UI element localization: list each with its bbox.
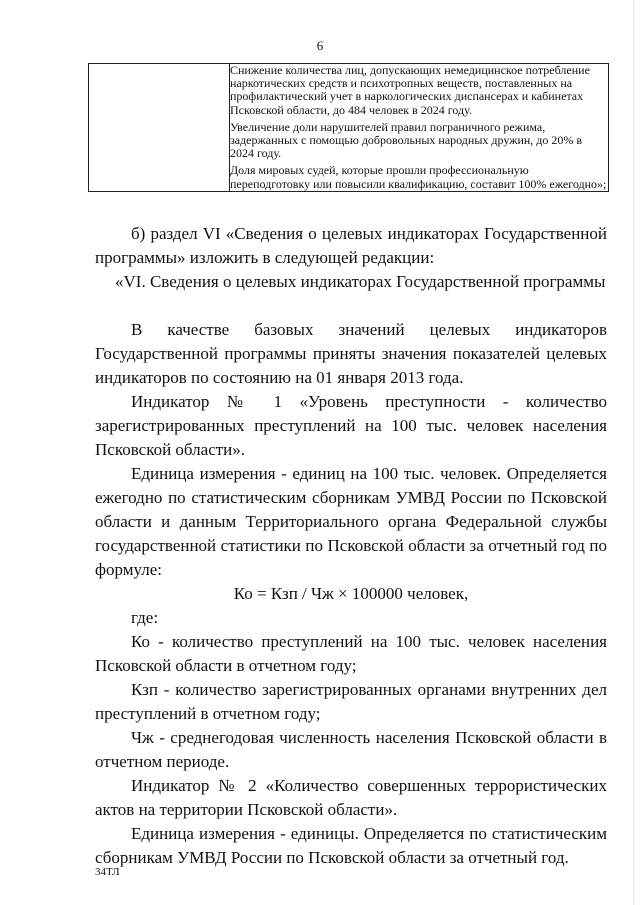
section-heading: «VI. Сведения о целевых индикаторах Государственной программы [115, 272, 606, 291]
table-empty-cell [89, 64, 230, 192]
table-text-cell [230, 64, 609, 192]
table-item-border: Увеличение доли нарушителей правил пограничного режима, задержанных с помощью добровольных народных дружин, до 20% в 2024 году. [230, 119, 583, 161]
table-item-judges: Доля мировых судей, которые прошли профессиональную переподготовку или повысили квалификацию, составит 100% ежегодно»; [230, 163, 607, 191]
paragraph-unit-2: Единица измерения - единицы. Определяется по статистическим сборникам УМВД России по Псковской области за отчетный год. [95, 824, 607, 867]
footer-code: 34ТЛ [95, 866, 120, 878]
definition-ko: Ко - количество преступлений на 100 тыс. человек населения Псковской области в отчетном году; [95, 632, 607, 675]
paragraph-indicator-2: Индикатор № 2 «Количество совершенных террористических актов на территории Псковской области». [95, 776, 607, 819]
table-item-drugs: Снижение количества лиц, допускающих немедицинское потребление наркотических средств и психотропных веществ, поставленных на профилактический учет в наркологических диспансерах и кабинетах Псковской области, до 484 человек в 2024 году. [230, 63, 590, 117]
page-number: 6 [316, 38, 324, 53]
paragraph-indicator-1: Индикатор № 1 «Уровень преступности - количество зарегистрированных преступлений на 100 тыс. человек населения Псковской области». [95, 392, 607, 459]
definition-kzp: Кзп - количество зарегистрированных органами внутренних дел преступлений в отчетном году; [95, 680, 607, 723]
table-row [89, 64, 609, 192]
definition-chzh: Чж - среднегодовая численность населения Псковской области в отчетном периоде. [95, 728, 607, 771]
paragraph-section-change: б) раздел VI «Сведения о целевых индикаторах Государственной программы» изложить в следующей редакции: [95, 224, 607, 267]
paragraph-unit-1: Единица измерения - единиц на 100 тыс. человек. Определяется ежегодно по статистическим сборникам УМВД России по Псковской области и данным Территориального органа Федеральной службы государственной статистики по Псковской области за отчетный год по формуле: [95, 464, 607, 579]
paragraph-base-values: В качестве базовых значений целевых индикаторов Государственной программы приняты значения показателей целевых индикаторов по состоянию на 01 января 2013 года. [95, 320, 607, 387]
document-body [95, 222, 607, 870]
indicators-table-fragment [88, 63, 609, 192]
scan-edge-line [633, 0, 634, 905]
formula: Ко = Кзп / Чж × 100000 человек, [233, 584, 469, 603]
paragraph-where: где: [131, 608, 159, 627]
